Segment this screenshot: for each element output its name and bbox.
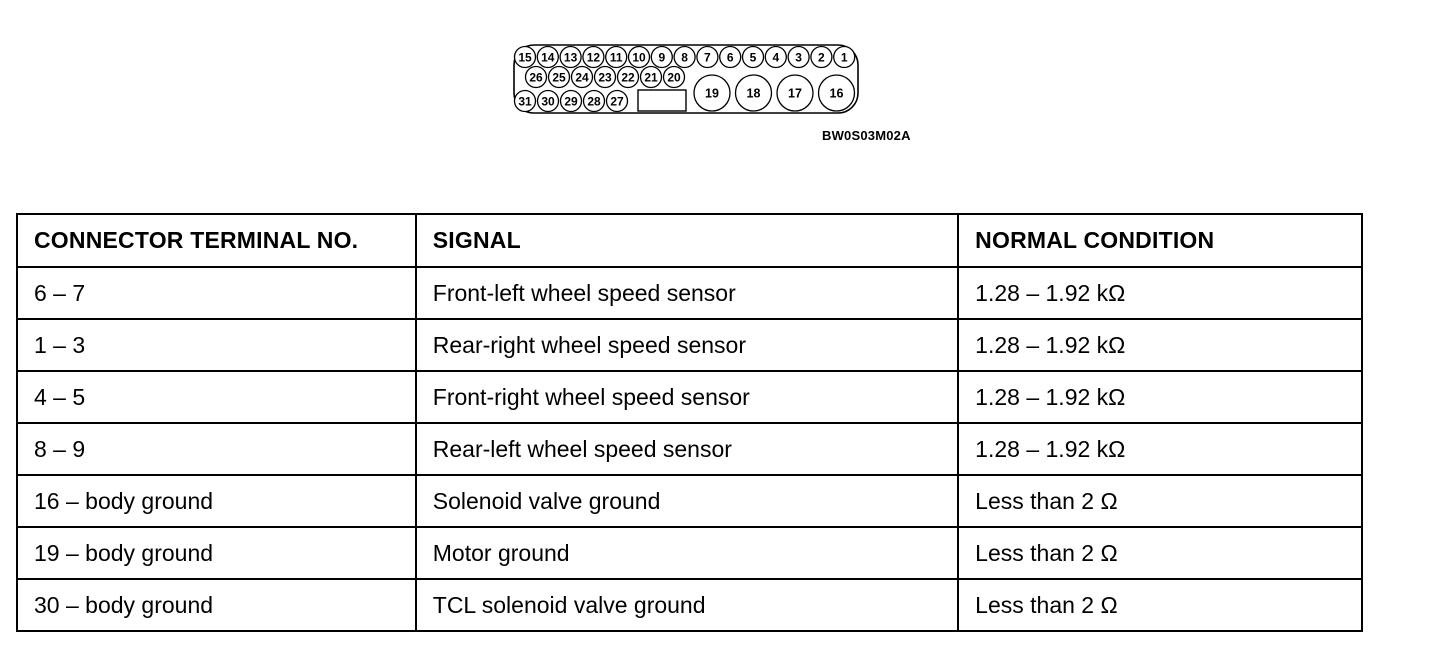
- terminal-pin-label: 5: [749, 50, 757, 65]
- table-row: [17, 475, 1362, 527]
- terminal-pin-label: 16: [829, 86, 844, 101]
- terminal-pin-label: 12: [586, 50, 601, 65]
- cell-signal: Solenoid valve ground: [416, 475, 958, 527]
- header-signal: SIGNAL: [416, 214, 958, 267]
- cell-signal: TCL solenoid valve ground: [416, 579, 958, 631]
- terminal-pin-label: 15: [518, 50, 532, 65]
- terminal-pin: [788, 47, 809, 68]
- terminal-pin-label: 29: [564, 94, 578, 109]
- terminal-pin: [515, 91, 536, 112]
- connector-lock-tab: [638, 90, 686, 111]
- terminal-pin: [641, 67, 662, 88]
- terminal-pin-label: 28: [587, 94, 601, 109]
- terminal-pin: [720, 47, 741, 68]
- terminal-pin: [694, 75, 730, 111]
- terminal-pin-label: 18: [746, 86, 761, 101]
- terminal-pin: [561, 91, 582, 112]
- terminal-pin: [572, 67, 593, 88]
- terminal-pin-label: 1: [840, 50, 848, 65]
- terminal-pin-label: 13: [563, 50, 578, 65]
- terminal-pin-label: 25: [552, 70, 566, 85]
- cell-terminal: 16 – body ground: [17, 475, 416, 527]
- terminal-pin: [674, 47, 695, 68]
- terminal-pin: [526, 67, 547, 88]
- connector-inspection-table: [16, 213, 1363, 632]
- terminal-pin: [743, 47, 764, 68]
- terminal-pin: [583, 47, 604, 68]
- table-row: [17, 423, 1362, 475]
- terminal-pin-label: 6: [726, 50, 734, 65]
- terminal-pin-label: 7: [704, 50, 711, 65]
- terminal-pin: [515, 47, 536, 68]
- terminal-pin: [765, 47, 786, 68]
- cell-terminal: 8 – 9: [17, 423, 416, 475]
- terminal-pin: [538, 91, 559, 112]
- diagram-code: BW0S03M02A: [822, 128, 911, 143]
- terminal-pin-label: 10: [632, 50, 646, 65]
- terminal-pin: [819, 75, 855, 111]
- cell-condition: 1.28 – 1.92 kΩ: [958, 423, 1362, 475]
- terminal-pin: [606, 47, 627, 68]
- table-row: [17, 267, 1362, 319]
- cell-signal: Rear-left wheel speed sensor: [416, 423, 958, 475]
- terminal-pin: [537, 47, 558, 68]
- table-row: [17, 319, 1362, 371]
- cell-signal: Front-left wheel speed sensor: [416, 267, 958, 319]
- terminal-pin-label: 31: [518, 94, 532, 109]
- cell-signal: Rear-right wheel speed sensor: [416, 319, 958, 371]
- terminal-pin-label: 20: [667, 70, 681, 85]
- terminal-pin-label: 24: [575, 70, 589, 85]
- terminal-pin: [607, 91, 628, 112]
- terminal-pin: [651, 47, 672, 68]
- terminal-pin: [811, 47, 832, 68]
- cell-condition: Less than 2 Ω: [958, 475, 1362, 527]
- header-terminal-no: CONNECTOR TERMINAL NO.: [17, 214, 416, 267]
- cell-condition: Less than 2 Ω: [958, 527, 1362, 579]
- terminal-pin-label: 8: [681, 50, 688, 65]
- terminal-pin: [629, 47, 650, 68]
- cell-signal: Motor ground: [416, 527, 958, 579]
- terminal-pin-label: 2: [818, 50, 825, 65]
- terminal-pin-label: 9: [658, 50, 666, 65]
- terminal-pin: [736, 75, 772, 111]
- terminal-pin-label: 22: [621, 70, 635, 85]
- terminal-pin-label: 30: [541, 94, 555, 109]
- cell-terminal: 6 – 7: [17, 267, 416, 319]
- terminal-pin: [618, 67, 639, 88]
- terminal-pin: [560, 47, 581, 68]
- cell-condition: 1.28 – 1.92 kΩ: [958, 267, 1362, 319]
- terminal-pin-label: 3: [795, 50, 802, 65]
- terminal-pin-label: 27: [610, 94, 624, 109]
- terminal-pin-label: 23: [598, 70, 612, 85]
- terminal-pin: [549, 67, 570, 88]
- cell-condition: Less than 2 Ω: [958, 579, 1362, 631]
- terminal-pin-label: 19: [705, 86, 719, 101]
- terminal-pin: [834, 47, 855, 68]
- terminal-pin-label: 4: [772, 50, 780, 65]
- terminal-pin-label: 14: [541, 50, 555, 65]
- terminal-pin-label: 17: [788, 86, 802, 101]
- cell-condition: 1.28 – 1.92 kΩ: [958, 371, 1362, 423]
- table-row: [17, 527, 1362, 579]
- terminal-pin: [584, 91, 605, 112]
- terminal-pin-label: 26: [529, 70, 543, 85]
- connector-terminal-diagram: [510, 42, 862, 118]
- terminal-pin-label: 21: [644, 70, 658, 85]
- terminal-pin: [777, 75, 813, 111]
- cell-terminal: 4 – 5: [17, 371, 416, 423]
- table-row: [17, 371, 1362, 423]
- cell-terminal: 1 – 3: [17, 319, 416, 371]
- terminal-pin-label: 11: [609, 50, 623, 65]
- table-row: [17, 579, 1362, 631]
- header-normal-condition: NORMAL CONDITION: [958, 214, 1362, 267]
- cell-terminal: 30 – body ground: [17, 579, 416, 631]
- terminal-pin: [664, 67, 685, 88]
- terminal-pin: [697, 47, 718, 68]
- table-header-row: [17, 214, 1362, 267]
- cell-condition: 1.28 – 1.92 kΩ: [958, 319, 1362, 371]
- terminal-pin: [595, 67, 616, 88]
- cell-terminal: 19 – body ground: [17, 527, 416, 579]
- cell-signal: Front-right wheel speed sensor: [416, 371, 958, 423]
